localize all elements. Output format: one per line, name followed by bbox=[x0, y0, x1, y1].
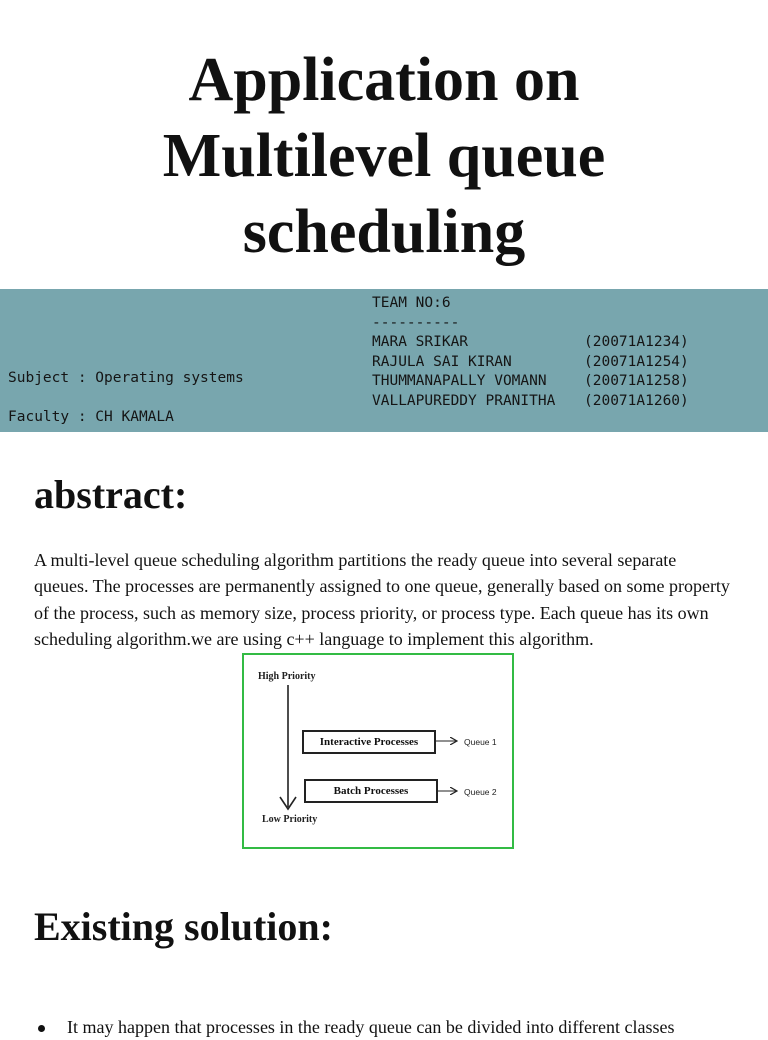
team-number: TEAM NO:6 bbox=[372, 295, 451, 311]
member-roll: (20071A1254) bbox=[584, 353, 689, 370]
faculty-line: Faculty : CH KAMALA bbox=[8, 409, 174, 425]
member-name: RAJULA SAI KIRAN bbox=[372, 353, 512, 370]
spacer bbox=[8, 389, 244, 409]
title-line-1: Application on bbox=[188, 46, 580, 114]
title-line-2: Multilevel queue bbox=[162, 122, 606, 190]
team-member bbox=[372, 372, 689, 392]
low-priority-label: Low Priority bbox=[262, 814, 318, 825]
batch-processes-box: Batch Processes bbox=[304, 779, 438, 803]
member-name: VALLAPUREDDY PRANITHA bbox=[372, 392, 556, 409]
interactive-processes-box: Interactive Processes bbox=[302, 730, 436, 754]
abstract-heading: abstract: bbox=[34, 472, 188, 517]
info-band bbox=[0, 289, 768, 432]
abstract-body: A multi-level queue scheduling algorithm partitions the ready queue into several separate queues. The processes are permanently assigned to one queue, generally based on some property of the process, such as memory size, process priority, or process type. Each queue has its own scheduling algorithm.we are using c++ language to implement this algorithm. bbox=[34, 550, 730, 649]
subject-line: Subject : Operating systems bbox=[8, 370, 244, 386]
member-name: MARA SRIKAR bbox=[372, 334, 469, 350]
queue-diagram bbox=[242, 653, 514, 849]
title-line-3: scheduling bbox=[242, 198, 526, 266]
bullet-item bbox=[38, 1014, 758, 1040]
document-title bbox=[0, 42, 768, 270]
bullet-text: It may happen that processes in the ready queue can be divided into different classes bbox=[67, 1017, 675, 1037]
member-roll: (20071A1258) bbox=[584, 373, 689, 389]
queue2-label: Queue 2 bbox=[464, 787, 497, 797]
team-info bbox=[372, 294, 689, 411]
team-member bbox=[372, 333, 689, 353]
high-priority-label: High Priority bbox=[258, 671, 316, 682]
course-info bbox=[8, 369, 244, 428]
member-roll: (20071A1234) bbox=[584, 334, 689, 350]
queue1-label: Queue 1 bbox=[464, 737, 497, 747]
existing-solution-heading: Existing solution: bbox=[34, 904, 333, 949]
member-name: THUMMANAPALLY VOMANN bbox=[372, 373, 547, 389]
member-roll: (20071A1260) bbox=[584, 392, 689, 409]
team-member bbox=[372, 353, 689, 373]
bullet-dot bbox=[38, 1025, 45, 1032]
team-member bbox=[372, 392, 689, 412]
team-separator: ---------- bbox=[372, 314, 460, 331]
